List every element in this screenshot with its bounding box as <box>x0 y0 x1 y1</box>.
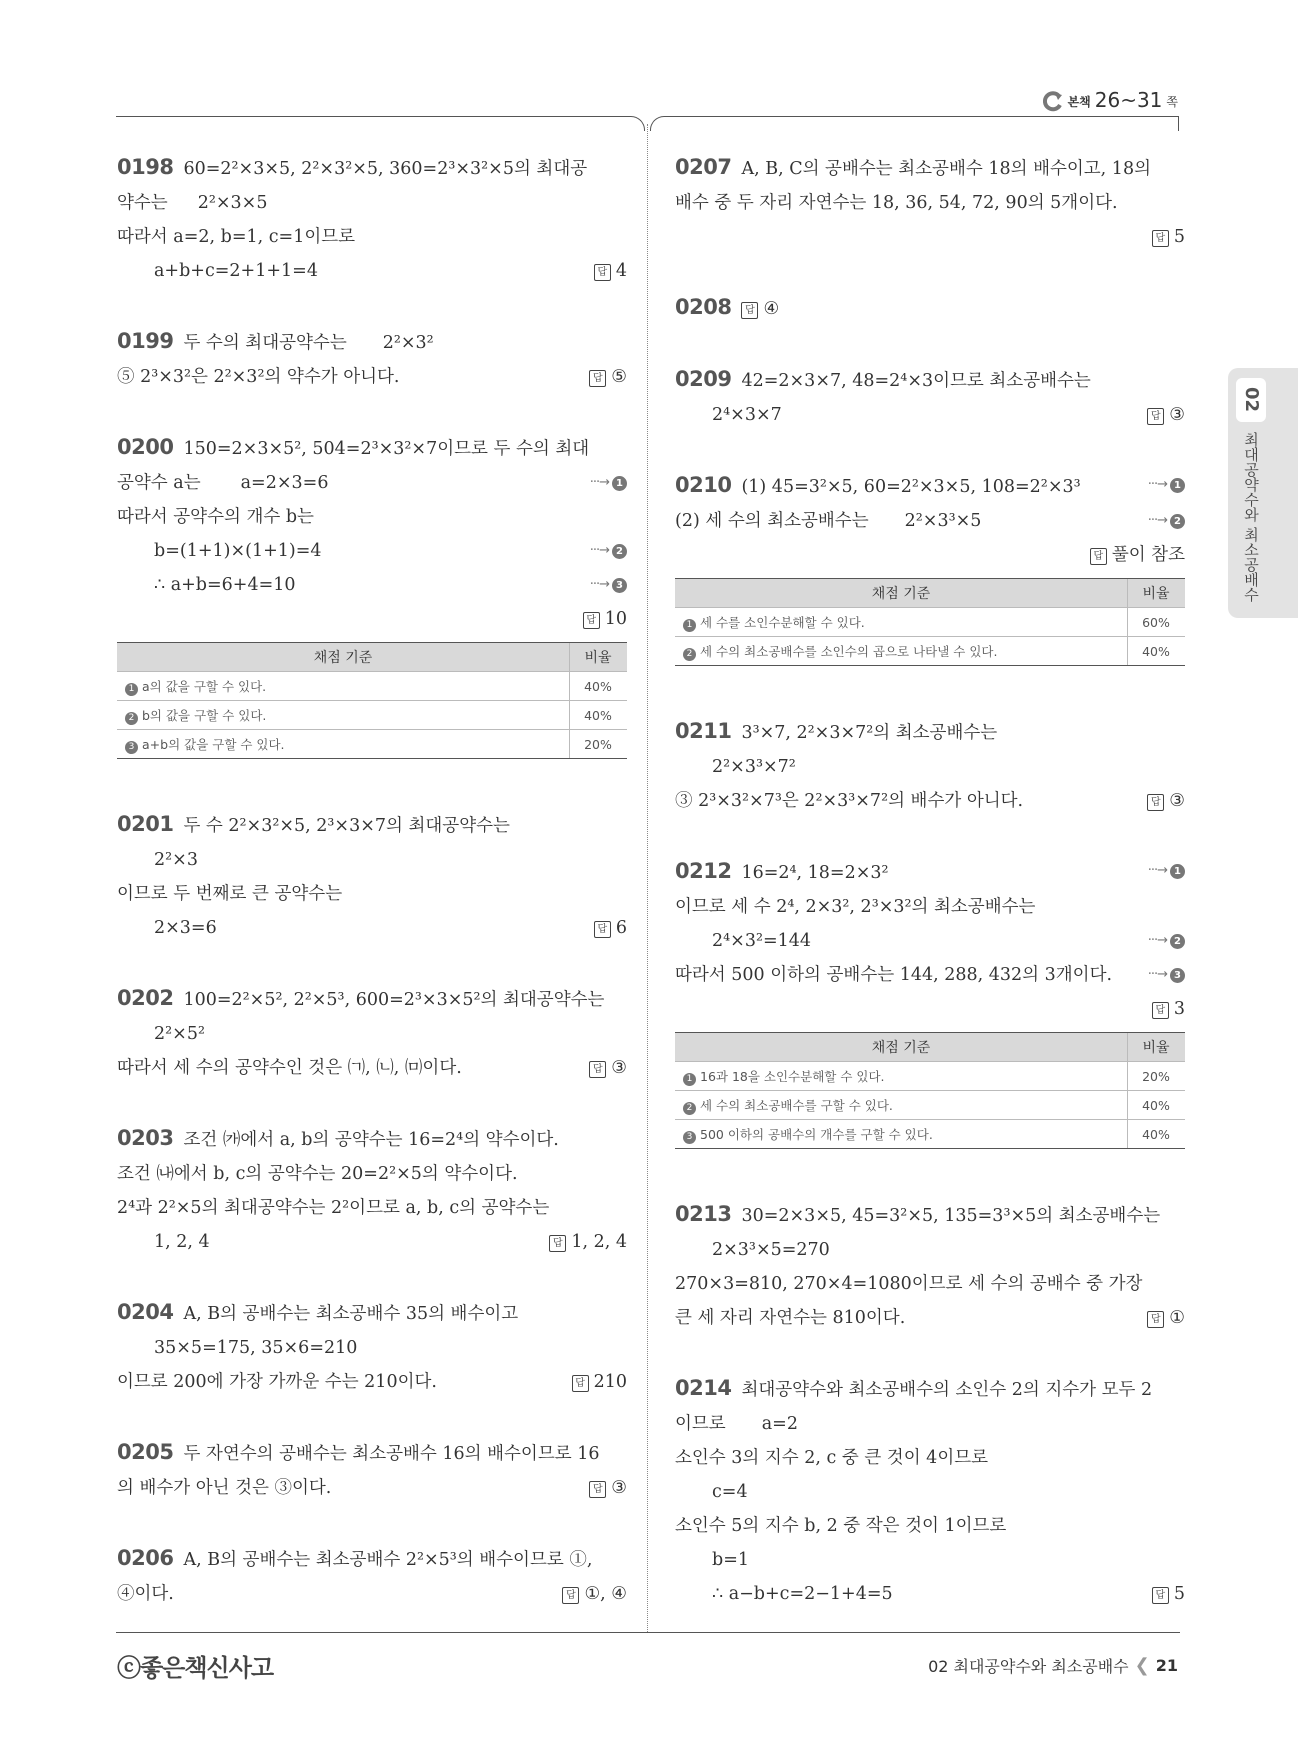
answer: 답 ③ <box>1147 784 1185 818</box>
solution-math: 2×3³×5=270 <box>712 1240 830 1260</box>
problem-0206 <box>117 1541 627 1611</box>
solution-text: 이므로 두 번째로 큰 공약수는 <box>117 884 343 904</box>
table-row: 3 500 이하의 공배수의 개수를 구할 수 있다. 40% <box>675 1120 1185 1149</box>
solution-math: 2⁴×3²=144 <box>712 931 812 951</box>
answer: 답 1, 2, 4 <box>549 1225 627 1259</box>
solution-math: ∴ a−b+c=2−1+4=5 <box>712 1584 893 1604</box>
solution-text: 최대공약수와 최소공배수의 소인수 2의 지수가 모두 2 <box>741 1380 1153 1400</box>
answer-icon: 답 <box>572 1375 589 1392</box>
solution-text: 이므로 200에 가장 가까운 수는 210이다. <box>117 1372 437 1392</box>
problem-0201 <box>117 807 627 945</box>
answer-icon: 답 <box>1147 408 1164 425</box>
problem-number: 0213 <box>675 1202 732 1226</box>
solution-math: b=(1+1)×(1+1)=4 <box>154 541 322 561</box>
answer: 답 ① <box>1147 1301 1185 1335</box>
problem-number: 0206 <box>117 1546 174 1570</box>
answer: 답 ③ <box>589 1471 627 1505</box>
solution-math: 2×3=6 <box>154 918 217 938</box>
answer: 답 ④ <box>741 299 779 319</box>
problem-0203 <box>117 1121 627 1259</box>
solution-math: 1, 2, 4 <box>154 1232 210 1252</box>
step-marker: ···→ 2 <box>1148 504 1185 538</box>
problem-number: 0211 <box>675 719 732 743</box>
solution-text: 큰 세 자리 자연수는 810이다. <box>675 1308 906 1328</box>
problem-number: 0209 <box>675 367 732 391</box>
solution-math: 2²×3×5 <box>197 193 268 213</box>
table-row: 2 세 수의 최소공배수를 소인수의 곱으로 나타낼 수 있다. 40% <box>675 637 1185 666</box>
column-divider <box>647 124 648 1632</box>
solution-math: a=2×3=6 <box>240 473 329 493</box>
solution-math: 2²×3³×7² <box>712 757 796 777</box>
publisher-logo: ⓒ좋은책신사고 <box>117 1654 274 1682</box>
answer-icon: 답 <box>562 1587 579 1604</box>
solution-math: c=4 <box>712 1482 748 1502</box>
solution-math: a=2 <box>761 1414 798 1434</box>
problem-number: 0204 <box>117 1300 174 1324</box>
solution-text: A, B의 공배수는 최소공배수 2²×5³의 배수이므로 ①, <box>183 1550 593 1570</box>
answer-icon: 답 <box>1147 794 1164 811</box>
solution-math: 2²×3 <box>154 850 198 870</box>
step-marker: ···→ 2 <box>1148 924 1185 958</box>
problem-number: 0210 <box>675 473 732 497</box>
problem-0212 <box>675 854 1185 1149</box>
criteria-header: 채점 기준 <box>675 579 1128 608</box>
grading-table <box>117 642 627 759</box>
problem-number: 0203 <box>117 1126 174 1150</box>
solution-text: (1) 45=3²×5, 60=2²×3×5, 108=2²×3³ <box>741 477 1081 497</box>
footer-chapter <box>928 1654 1178 1677</box>
solution-text: (2) 세 수의 최소공배수는 <box>675 511 869 531</box>
solution-math: ∴ a+b=6+4=10 <box>154 575 296 595</box>
solution-text: 이므로 세 수 2⁴, 2×3², 2³×3²의 최소공배수는 <box>675 897 1036 917</box>
step-marker: ···→ 3 <box>1148 958 1185 992</box>
step-marker: ···→ 3 <box>590 568 627 602</box>
solution-text: A, B의 공배수는 최소공배수 35의 배수이고 <box>183 1304 519 1324</box>
solution-text: 두 수의 최대공약수는 <box>183 333 347 353</box>
solution-text: 두 수 2²×3²×5, 2³×3×7의 최대공약수는 <box>183 816 510 836</box>
solution-text: 공약수 a는 <box>117 473 201 493</box>
answer: 답 ③ <box>589 1051 627 1085</box>
criteria-header: 채점 기준 <box>675 1033 1128 1062</box>
solution-text: 배수 중 두 자리 자연수는 18, 36, 54, 72, 90의 5개이다. <box>675 193 1118 213</box>
problem-0202 <box>117 981 627 1085</box>
book-label: 본책 <box>1067 95 1091 109</box>
problem-0209 <box>675 362 1185 432</box>
solution-text: ⑤ 2³×3²은 2²×3²의 약수가 아니다. <box>117 367 400 387</box>
solution-text: 조건 ㈏에서 b, c의 공약수는 20=2²×5의 약수이다. <box>117 1164 518 1184</box>
answer-icon: 답 <box>1090 548 1107 565</box>
answer: 답 ⑤ <box>589 360 627 394</box>
solution-math: b=1 <box>712 1550 749 1570</box>
ratio-header: 비율 <box>1128 579 1186 608</box>
chapter-label: 02 최대공약수와 최소공배수 <box>928 1657 1129 1676</box>
answer-icon: 답 <box>549 1235 566 1252</box>
solution-text: 따라서 a=2, b=1, c=1이므로 <box>117 227 356 247</box>
step-marker: ···→ 1 <box>590 466 627 500</box>
solution-text: 16=2⁴, 18=2×3² <box>741 863 889 883</box>
solution-math: 2⁴×3×7 <box>712 405 782 425</box>
answer: 답 3 <box>1152 992 1185 1026</box>
problem-number: 0207 <box>675 155 732 179</box>
left-column <box>117 150 627 1647</box>
step-marker: ···→ 1 <box>1148 854 1185 888</box>
problem-0198 <box>117 150 627 288</box>
problem-0208 <box>675 290 1185 326</box>
problem-0207 <box>675 150 1185 254</box>
ratio-header: 비율 <box>570 643 628 672</box>
criteria-header: 채점 기준 <box>117 643 570 672</box>
page-number: 21 <box>1155 1656 1178 1675</box>
solution-text: 이므로 <box>675 1414 726 1434</box>
problem-number: 0199 <box>117 329 174 353</box>
answer-icon: 답 <box>589 1061 606 1078</box>
chapter-number: 02 <box>1236 378 1266 422</box>
step-marker: ···→ 2 <box>590 534 627 568</box>
answer-icon: 답 <box>583 612 600 629</box>
ratio-header: 비율 <box>1128 1033 1186 1062</box>
problem-number: 0198 <box>117 155 174 179</box>
solution-text: 30=2×3×5, 45=3²×5, 135=3³×5의 최소공배수는 <box>741 1206 1161 1226</box>
solution-text: 의 배수가 아닌 것은 ③이다. <box>117 1478 332 1498</box>
problem-0210 <box>675 468 1185 666</box>
refresh-arrow-icon <box>1042 90 1064 112</box>
grading-table <box>675 1032 1185 1149</box>
top-rule-right <box>650 116 1179 131</box>
solution-text: 42=2×3×7, 48=2⁴×3이므로 최소공배수는 <box>741 371 1091 391</box>
problem-number: 0212 <box>675 859 732 883</box>
answer: 답 풀이 참조 <box>1090 538 1185 572</box>
solution-text: A, B, C의 공배수는 최소공배수 18의 배수이고, 18의 <box>741 159 1151 179</box>
answer-icon: 답 <box>594 264 611 281</box>
page-reference <box>1042 88 1178 112</box>
solution-text: 따라서 공약수의 개수 b는 <box>117 507 314 527</box>
answer: 답 5 <box>1152 220 1185 254</box>
table-row: 2 b의 값을 구할 수 있다. 40% <box>117 701 627 730</box>
solution-text: 약수는 <box>117 193 168 213</box>
solution-math: 35×5=175, 35×6=210 <box>154 1338 358 1358</box>
solution-math: 2²×3² <box>382 333 434 353</box>
problem-number: 0202 <box>117 986 174 1010</box>
table-row: 1 16과 18을 소인수분해할 수 있다. 20% <box>675 1062 1185 1091</box>
solution-math: 2²×5² <box>154 1024 205 1044</box>
solution-text: 소인수 3의 지수 2, c 중 큰 것이 4이므로 <box>675 1448 989 1468</box>
chapter-title: 최대공약수와 최소공배수 <box>1242 432 1260 602</box>
problem-number: 0214 <box>675 1376 732 1400</box>
step-marker: ···→ 1 <box>1148 468 1185 502</box>
answer-icon: 답 <box>589 370 606 387</box>
answer-icon: 답 <box>741 302 758 319</box>
problem-number: 0205 <box>117 1440 174 1464</box>
solution-text: ③ 2³×3²×7³은 2²×3³×7²의 배수가 아니다. <box>675 791 1024 811</box>
solution-text: ④이다. <box>117 1584 174 1604</box>
answer: 답 5 <box>1152 1577 1185 1611</box>
problem-0211 <box>675 714 1185 818</box>
problem-0214 <box>675 1371 1185 1611</box>
grading-table <box>675 578 1185 666</box>
solution-math: a+b+c=2+1+1=4 <box>154 261 318 281</box>
table-row: 2 세 수의 최소공배수를 구할 수 있다. 40% <box>675 1091 1185 1120</box>
answer-icon: 답 <box>589 1481 606 1498</box>
solution-text: 따라서 세 수의 공약수인 것은 ㈀, ㈁, ㈄이다. <box>117 1058 462 1078</box>
problem-number: 0208 <box>675 295 732 319</box>
answer: 답 4 <box>594 254 627 288</box>
answer-icon: 답 <box>594 921 611 938</box>
solution-text: 2⁴과 2²×5의 최대공약수는 2²이므로 a, b, c의 공약수는 <box>117 1198 550 1218</box>
answer: 답 ③ <box>1147 398 1185 432</box>
problem-number: 0201 <box>117 812 174 836</box>
solution-text: 따라서 500 이하의 공배수는 144, 288, 432의 3개이다. <box>675 965 1113 985</box>
problem-0199 <box>117 324 627 394</box>
answer: 답 210 <box>572 1365 627 1399</box>
right-column <box>675 150 1185 1647</box>
solution-text: 두 자연수의 공배수는 최소공배수 16의 배수이므로 16 <box>183 1444 600 1464</box>
problem-0213 <box>675 1197 1185 1335</box>
answer: 답 6 <box>594 911 627 945</box>
problem-0204 <box>117 1295 627 1399</box>
chevron-left-icon: ❮ <box>1134 1655 1150 1676</box>
answer: 답 ①, ④ <box>562 1577 627 1611</box>
solution-text: 조건 ㈎에서 a, b의 공약수는 16=2⁴의 약수이다. <box>183 1130 559 1150</box>
answer-icon: 답 <box>1152 1002 1169 1019</box>
problem-0200 <box>117 430 627 759</box>
page-range: 26~31 <box>1094 88 1163 112</box>
answer-icon: 답 <box>1147 1311 1164 1328</box>
solution-text: 소인수 5의 지수 b, 2 중 작은 것이 1이므로 <box>675 1516 1007 1536</box>
problem-number: 0200 <box>117 435 174 459</box>
solution-text: 100=2²×5², 2²×5³, 600=2³×3×5²의 최대공약수는 <box>183 990 605 1010</box>
answer: 답 10 <box>583 602 627 636</box>
problem-0205 <box>117 1435 627 1505</box>
solution-text: 60=2²×3×5, 2²×3²×5, 360=2³×3²×5의 최대공 <box>183 159 588 179</box>
page-suffix: 쪽 <box>1166 95 1178 109</box>
top-rule-left <box>116 116 645 131</box>
answer-icon: 답 <box>1152 230 1169 247</box>
solution-math: 2²×3³×5 <box>904 511 982 531</box>
answer-icon: 답 <box>1152 1587 1169 1604</box>
solution-text: 270×3=810, 270×4=1080이므로 세 수의 공배수 중 가장 <box>675 1274 1143 1294</box>
table-row: 1 세 수를 소인수분해할 수 있다. 60% <box>675 608 1185 637</box>
solution-text: 3³×7, 2²×3×7²의 최소공배수는 <box>741 723 998 743</box>
table-row: 1 a의 값을 구할 수 있다. 40% <box>117 672 627 701</box>
table-row: 3 a+b의 값을 구할 수 있다. 20% <box>117 730 627 759</box>
solution-text: 150=2×3×5², 504=2³×3²×7이므로 두 수의 최대 <box>183 439 590 459</box>
